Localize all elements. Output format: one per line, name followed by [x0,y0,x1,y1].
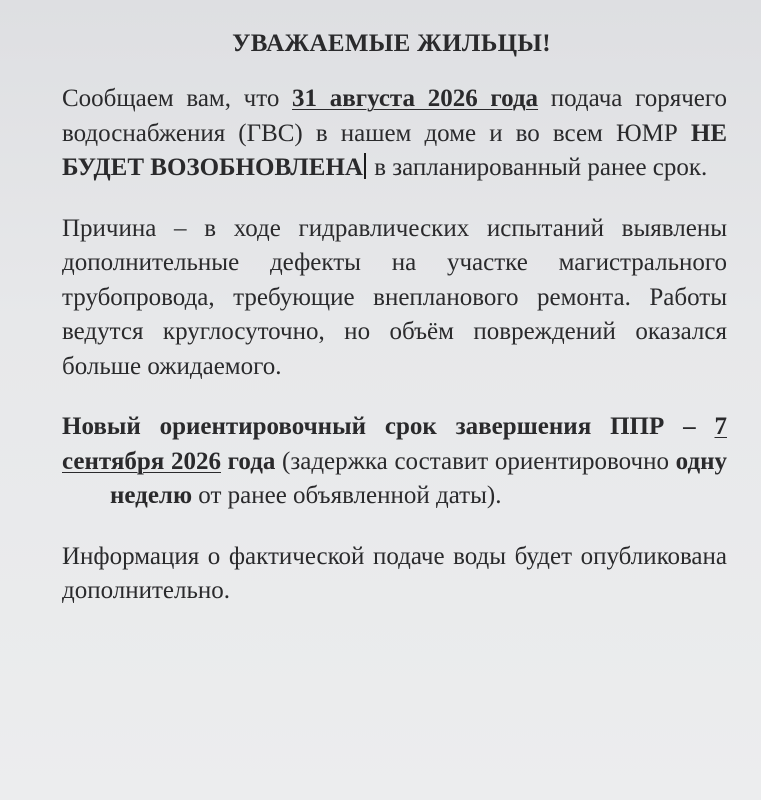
p3-one: одну [675,447,728,475]
paragraph-reason: Причина – в ходе гидравлических испытаний выявлены дополнительные дефекты на участке магистрального трубопровода, требующие внепланового ремонта. Работы ведутся круглосуточно, но объём повреждений оказался больше ожидаемого. [62,214,727,380]
p3-text-c: от ранее объявленной даты). [192,482,502,509]
p1-date: 31 августа 2026 года [292,85,539,112]
p1-emphasis: НЕ БУДЕТ ВОЗОБНОВЛЕНА [62,119,727,181]
p3-year: года [221,447,276,475]
p3-week: неделю [110,482,193,509]
p3-lead: Новый ориентировочный срок завершения ППР – [62,413,715,440]
p1-text-c: в запланированный ранее срок. [367,154,708,181]
paragraph-info: Информация о фактической подаче воды будет опубликована дополнительно. [62,542,727,604]
p1-text-b: подача горячего водоснабжения (ГВС) в нашем доме и во всем ЮМР [62,85,727,147]
p3-date: 7 сентября 2026 [62,413,727,475]
paragraph-new-date [62,410,727,514]
p1-text-a: Сообщаем вам, что [62,85,293,112]
p3-text-b: (задержка составит ориентировочно [275,447,676,475]
paragraph-announcement [62,82,727,186]
text-cursor [364,153,366,179]
notice-title: УВАЖАЕМЫЕ ЖИЛЬЦЫ! [232,30,551,57]
